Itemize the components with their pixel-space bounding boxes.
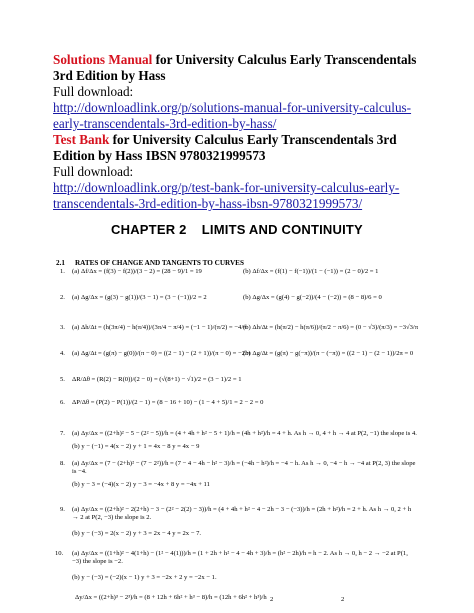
problem-number: 5. bbox=[60, 376, 65, 383]
test-bank-title: Test Bank bbox=[53, 132, 110, 147]
solutions-download-label: Full download: bbox=[53, 84, 134, 99]
problem-part-b: (b) y − (−3) = 2(x − 2) y + 3 = 2x − 4 y = 2x − 7. bbox=[72, 530, 202, 537]
section-title: RATES OF CHANGE AND TANGENTS TO CURVES bbox=[74, 259, 244, 267]
problem-number: 3. bbox=[60, 324, 65, 331]
problem-number: 2. bbox=[60, 294, 65, 301]
solutions-manual-title: Solutions Manual bbox=[53, 52, 153, 67]
solutions-manual-book: for University Calculus Early Transcendentals 3rd Edition by Hass bbox=[53, 52, 417, 83]
problem-part-b: (b) Δg/Δt = (g(π) − g(−π))/(π − (−π)) = ((2 − 1) − (2 − 1))/2π = 0 bbox=[243, 350, 414, 357]
problem-part-a: (a) Δh/Δt = (h(3π/4) − h(π/4))/(3π/4 − π/4) = (−1 − 1)/(π/2) = −4/π bbox=[72, 324, 247, 331]
problem-number: 6. bbox=[60, 399, 65, 406]
problem-part-b: (b) y − (−1) = 4(x − 2) y + 1 = 4x − 8 y = 4x − 9 bbox=[72, 443, 200, 450]
problem-number: 8. bbox=[60, 460, 65, 467]
problem-part-a: (a) Δy/Δx = ((2+h)² − 2(2+h) − 3 − (2² − 2(2) − 3))/h = (4 + 4h + h² − 4 − 2h − 3 − (−3))/h = (2h + h²)/h = 2 + h. As h → 0, 2 + h → 2 at P(2, −3) the slope is 2. bbox=[72, 506, 412, 521]
problem-part-b: (b) Δh/Δt = (h(π/2) − h(π/6))/(π/2 − π/6) = (0 − √3)/(π/3) = −3√3/π bbox=[243, 324, 419, 331]
problem-part-b: (b) y − (−3) = (−2)(x − 1) y + 3 = −2x + 2 y = −2x − 1. bbox=[72, 574, 217, 581]
problem-part-a: (a) Δf/Δx = (f(3) − f(2))/(3 − 2) = (28 − 9)/1 = 19 bbox=[72, 268, 202, 275]
test-bank-book: for University Calculus Early Transcendentals 3rd Edition by Hass IBSN 9780321999573 bbox=[53, 132, 397, 163]
chapter-title: CHAPTER 2 LIMITS AND CONTINUITY bbox=[111, 222, 363, 237]
problem-part-b: (b) Δg/Δx = (g(4) − g(−2))/(4 − (−2)) = (8 − 8)/6 = 0 bbox=[243, 294, 382, 301]
problem-part-b: (b) y − 3 = (−4)(x − 2) y − 3 = −4x + 8 y = −4x + 11 bbox=[72, 481, 210, 488]
problem-part-a: (a) Δy/Δx = ((1+h)² − 4(1+h) − (1² − 4(1)))/h = (1 + 2h + h² − 4 − 4h + 3)/h = (h² − 2h)/h = h − 2. As h → 0, h − 2 → −2 at P(1, −3) the slope is −2. bbox=[72, 550, 408, 565]
problem-part-a: ΔR/Δθ = (R(2) − R(0))/(2 − 0) = (√(8+1) − √1)/2 = (3 − 1)/2 = 1 bbox=[72, 376, 242, 383]
problem-number: 1. bbox=[60, 268, 65, 275]
section-heading bbox=[56, 259, 254, 267]
problem-part-b: (b) Δf/Δx = (f(1) − f(−1))/(1 − (−1)) = (2 − 0)/2 = 1 bbox=[243, 268, 379, 275]
page-number-right: 2 bbox=[341, 596, 345, 603]
footer-equation: Δy/Δx = ((2+h)³ − 2³)/h = (8 + 12h + 6h² + h³ − 8)/h = (12h + 6h² + h³)/h bbox=[75, 594, 267, 601]
test-bank-download-link[interactable]: http://downloadlink.org/p/test-bank-for-university-calculus-early-transcendentals-3rd-edition-by-hass-ibsn-9780321999573/ bbox=[53, 180, 400, 211]
problem-part-a: (a) Δg/Δt = (g(π) − g(0))/(π − 0) = ((2 − 1) − (2 + 1))/(π − 0) = −2/π bbox=[72, 350, 251, 357]
solutions-download-link[interactable]: http://downloadlink.org/p/solutions-manual-for-university-calculus-early-transcendentals-3rd-edition-by-hass/ bbox=[53, 100, 412, 131]
problem-part-a: ΔP/Δθ = (P(2) − P(1))/(2 − 1) = (8 − 16 + 10) − (1 − 4 + 5)/1 = 2 − 2 = 0 bbox=[72, 399, 264, 406]
problem-number: 9. bbox=[60, 506, 65, 513]
problem-number: 7. bbox=[60, 430, 65, 437]
test-bank-download-label: Full download: bbox=[53, 164, 134, 179]
problem-part-a: (a) Δy/Δx = ((2+h)² − 5 − (2² − 5))/h = (4 + 4h + h² − 5 + 1)/h = (4h + h²)/h = 4 + h. As h → 0, 4 + h → 4 at P(2, −1) the slope is 4. bbox=[72, 430, 417, 437]
problem-part-a: (a) Δy/Δx = (7 − (2+h)² − (7 − 2²))/h = (7 − 4 − 4h − h² − 3)/h = (−4h − h²)/h = −4 − h. As h → 0, −4 − h → −4 at P(2, 3) the slope is −4. bbox=[72, 460, 416, 475]
problem-number: 4. bbox=[60, 350, 65, 357]
problem-part-a: (a) Δg/Δx = (g(3) − g(1))/(3 − 1) = (3 − (−1))/2 = 2 bbox=[72, 294, 207, 301]
problem-number: 10. bbox=[55, 550, 64, 557]
section-number: 2.1 bbox=[56, 259, 65, 267]
download-header bbox=[53, 52, 433, 212]
page-number-left: 2 bbox=[270, 596, 274, 603]
